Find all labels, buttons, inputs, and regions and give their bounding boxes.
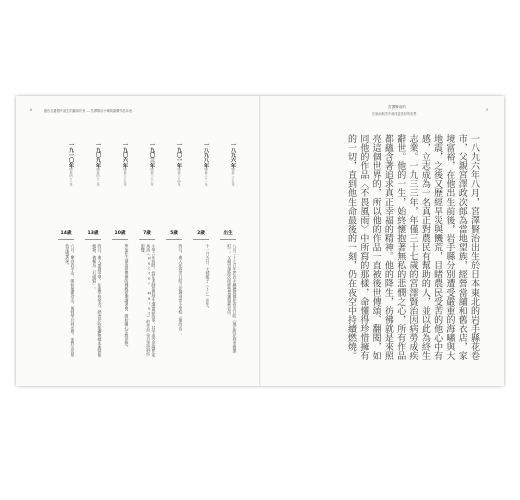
chronology-divider [85,239,101,240]
chronology-year: 一九〇九年明治四十二年 [95,142,101,186]
left-running-header: 銀色在憂悶中誕生的繼承作家 — 宮澤賢治小傳與臺灣作品年表 [44,109,133,113]
chronology-age: 7歲 [143,231,151,236]
chronology-event: 十一月五日，大妹敏子（トシ）出生。 [206,244,211,311]
chronology-year: 一九〇六年明治三十九年 [122,142,128,186]
chronology-age: 5歲 [170,231,178,236]
chronology-year-note: 明治四十三年 [69,168,73,186]
chronology-event: 參加在大澤溫泉舉辦的佛教夏期講習會，開始關心宗教思想。 [125,244,130,350]
chronology-year: 一八九六年明治二十九年 [230,142,236,186]
chronology-age: 13歲 [87,231,99,236]
chronology-divider [139,239,155,240]
chronology-column [56,142,76,362]
chronology-divider [193,239,209,240]
chronology-age: 2歲 [197,231,205,236]
right-running-header-subtitle: 在風雨與雪中尋找更美好的世界 [372,112,417,116]
chronology-event: 小學二年級時，級任老師常對學生講童話故事，其中深受法國作家馬洛（Hector Malot）的作品《苦兒流浪記》影響。 [141,244,157,359]
chronology-column [137,142,157,362]
chronology-event: 六月，攀登岩手山，開始頻繁登山。與同學共同出遊，並對山岳景色深感著迷。 [65,244,76,358]
chronology-divider [112,239,128,240]
chronology-event: 四月，進入盛岡中學，住進學校宿舍。熱衷於收集礦物標本與採集植物，被稱為「石頭賢」。 [92,244,103,358]
chronology-year-note: 明治三十四年 [177,168,181,186]
left-page-number: 8 [30,108,33,112]
chronology-year: 一八九八年明治三十一年 [203,142,209,186]
chronology-year: 一九〇三年明治三十六年 [149,142,155,186]
chronology-column [83,142,103,362]
right-running-header-title: 宮澤賢治的 [388,105,406,109]
book-gutter [259,96,261,386]
chronology-column [110,142,130,362]
chronology-age: 出生 [223,231,233,236]
chronology-age: 10歲 [114,231,126,236]
chronology-year: 一九〇一年明治三十四年 [176,142,182,186]
chronology-table [52,142,238,362]
chronology-divider [58,239,74,240]
chronology-event: 八月二十七日生於岩手縣稗貫郡花卷川口町（現在的花卷市豐澤町）。父親宮澤政次郎經營當鋪與舊衣店。 [227,244,238,354]
chronology-column [191,142,211,362]
right-page-number: 9 [486,108,489,112]
chronology-column [218,142,238,362]
chronology-column [164,142,184,362]
chronology-year-note: 明治三十一年 [204,168,208,186]
chronology-divider [166,239,182,240]
chronology-year-note: 明治三十六年 [150,168,154,186]
book-spread [16,96,504,386]
chronology-year-note: 明治二十九年 [231,168,235,186]
chronology-year-note: 明治四十二年 [96,168,100,186]
chronology-age: 14歲 [60,231,72,236]
chronology-year: 一九一〇年明治四十三年 [68,142,74,186]
chronology-year-note: 明治三十九年 [123,168,127,186]
biography-body-text: 一八九六年八月，宮澤賢治出生於日本東北的岩手縣花卷市，父親宮澤政次郎為當地望族，經營當舖和舊衣店，家境富裕，在他出生前後，岩手縣分別遭受嚴重的海嘯與大地震，之後又歷經旱災與饑荒，目睹農民受苦的他心中有感，立志成為一名真正對農民有幫助的人，並以此為終生志業。一九三三年，年僅三十七歲的宮澤賢治因病勞成疾辭世。他的一生，始終懷抱著無私的悲憫之心，所有作品都蘊含著追求真正幸福的精神。他的降生，彷彿就是來照亮這個世界的，所以他的作品一直被後世傳頌、翻閱，如同他的作品〈不畏風雨〉中所寫的那樣，命懂得珍惜擁有的一切，直到他生命最後的一刻，仍在夜空中持續燃燒。 [346,134,479,361]
chronology-divider [220,239,236,240]
chronology-event: 四月，進入花卷川口町立花城尋常小學校（後改名）。 [179,244,184,338]
